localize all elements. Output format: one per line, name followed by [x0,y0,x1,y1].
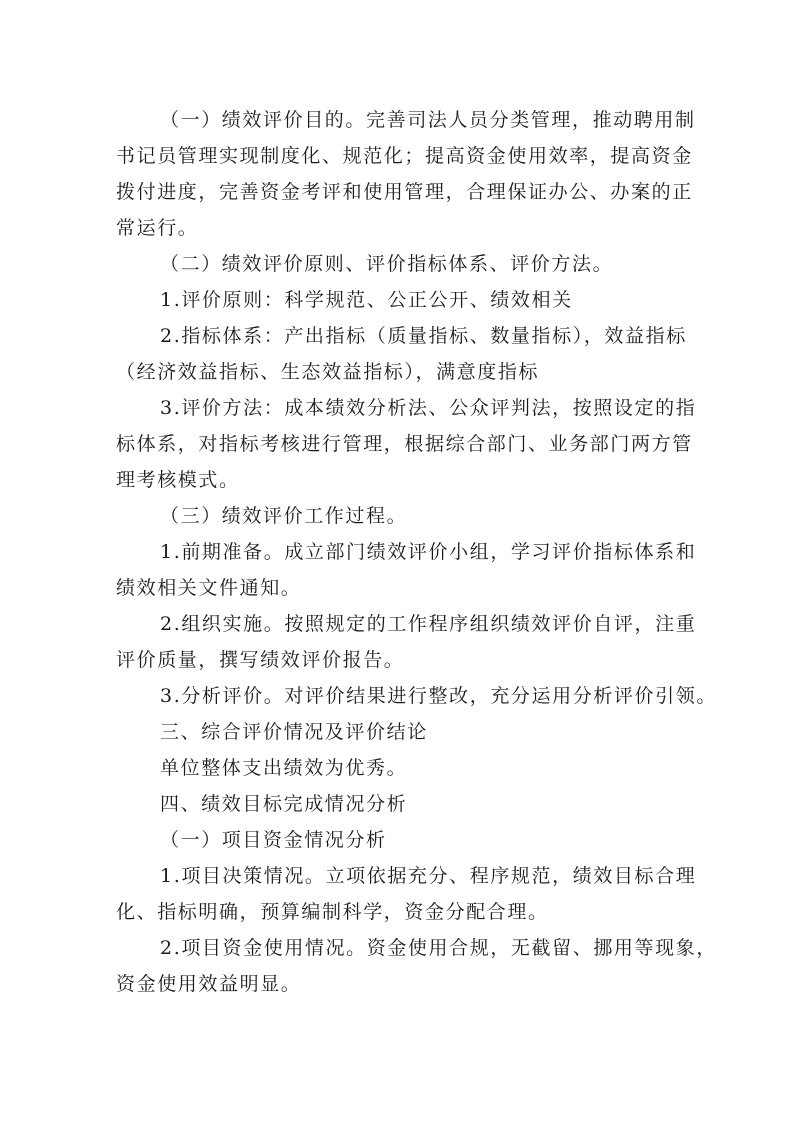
section-heading: （二）绩效评价原则、评价指标体系、评价方法。 [160,253,614,275]
paragraph-line: 1.前期准备。成立部门绩效评价小组，学习评价指标体系和 [160,541,697,563]
paragraph-line: 1.评价原则：科学规范、公正公开、绩效相关 [160,289,573,311]
paragraph-line: 2.组织实施。按照规定的工作程序组织绩效评价自评，注重 [160,613,697,635]
paragraph-line: 评价质量，撰写绩效评价报告。 [116,649,405,671]
paragraph-line: 单位整体支出绩效为优秀。 [160,757,408,779]
paragraph-line: （一）绩效评价目的。完善司法人员分类管理，推动聘用制 [160,109,696,131]
paragraph-line: 2.项目资金使用情况。资金使用合规，无截留、挪用等现象， [160,937,717,959]
paragraph-line: 标体系，对指标考核进行管理，根据综合部门、业务部门两方管 [116,433,693,455]
paragraph-line: 3.评价方法：成本绩效分析法、公众评判法，按照设定的指 [160,397,697,419]
section-heading: （一）项目资金情况分析 [160,829,387,851]
paragraph-line: （经济效益指标、生态效益指标），满意度指标 [116,361,540,383]
section-heading: （三）绩效评价工作过程。 [160,505,408,527]
section-heading: 三、综合评价情况及评价结论 [160,721,428,743]
paragraph-line: 理考核模式。 [116,469,240,491]
paragraph-line: 资金使用效益明显。 [116,973,302,995]
paragraph-line: 化、指标明确，预算编制科学，资金分配合理。 [116,901,549,923]
section-heading: 四、绩效目标完成情况分析 [160,793,408,815]
paragraph-line: 书记员管理实现制度化、规范化；提高资金使用效率，提高资金 [116,145,693,167]
paragraph-line: 3.分析评价。对评价结果进行整改，充分运用分析评价引领。 [160,685,717,707]
document-page [116,102,717,1002]
paragraph-line: 绩效相关文件通知。 [116,577,302,599]
paragraph-line: 拨付进度，完善资金考评和使用管理，合理保证办公、办案的正 [116,181,693,203]
paragraph-line: 1.项目决策情况。立项依据充分、程序规范，绩效目标合理 [160,865,697,887]
paragraph-line: 2.指标体系：产出指标（质量指标、数量指标），效益指标 [160,325,687,347]
paragraph-line: 常运行。 [116,217,199,239]
